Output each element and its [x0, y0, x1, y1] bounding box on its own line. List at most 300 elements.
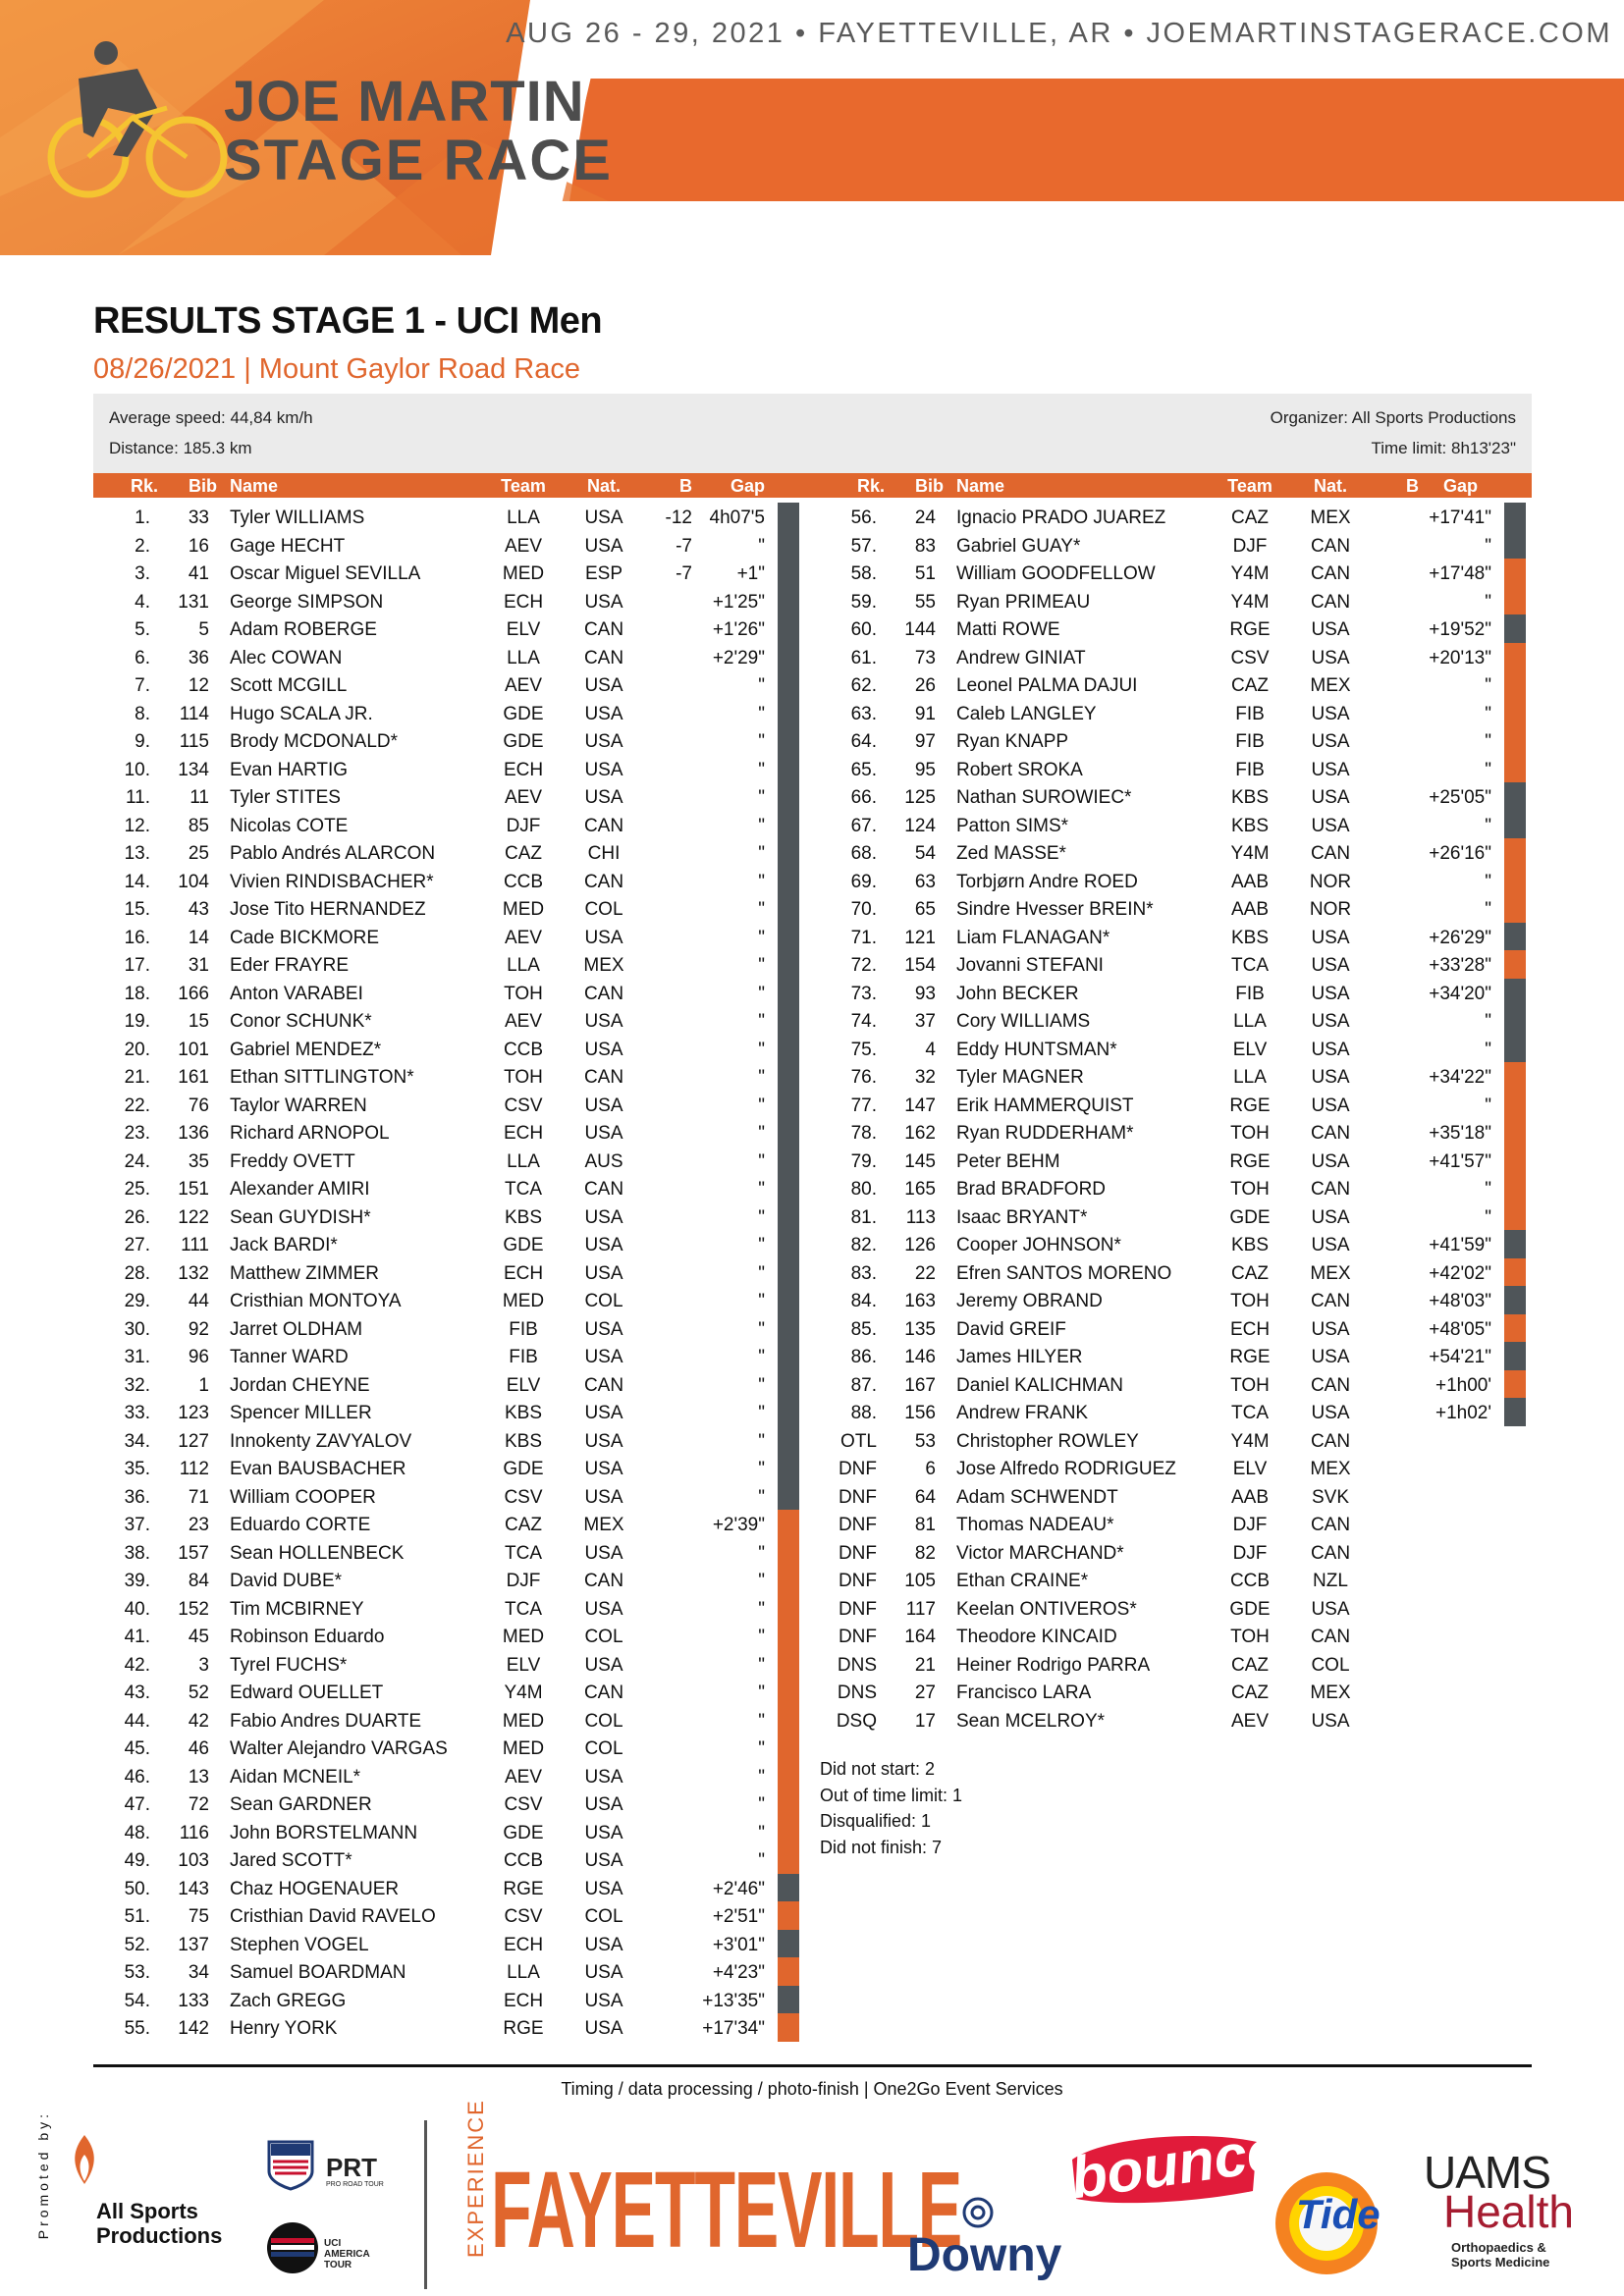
nationality-cell: COL	[584, 1906, 623, 1927]
team-cell: RGE	[1229, 1095, 1271, 1116]
nationality-cell: USA	[584, 591, 623, 613]
rider-name-cell: Tyler WILLIAMS	[230, 507, 365, 528]
gap-cell: "	[758, 1738, 765, 1759]
rider-name-cell: David DUBE*	[230, 1571, 343, 1591]
team-color-marker	[778, 1957, 799, 1986]
gap-cell: +48'03"	[1429, 1291, 1491, 1311]
rider-name-cell: Gage HECHT	[230, 535, 346, 557]
gap-cell: 4h07'5	[709, 507, 765, 528]
nationality-cell: ESP	[584, 563, 623, 584]
bib-cell: 45	[188, 1627, 209, 1647]
rank-cell: DNF	[838, 1542, 877, 1564]
table-row	[820, 1342, 1546, 1370]
bib-cell: 152	[178, 1598, 209, 1620]
rider-name-cell: Francisco LARA	[956, 1682, 1092, 1703]
rank-cell: 87.	[850, 1374, 877, 1396]
team-cell: RGE	[503, 1878, 544, 1899]
bonus-cell: -7	[676, 535, 692, 557]
rider-name-cell: Hugo SCALA JR.	[230, 703, 373, 724]
rank-cell: DNS	[837, 1682, 877, 1703]
rank-cell: 35.	[124, 1459, 150, 1479]
team-cell: CAZ	[1231, 675, 1269, 696]
rider-name-cell: Ethan SITTLINGTON*	[230, 1067, 414, 1088]
nationality-cell: CAN	[583, 1571, 624, 1591]
team-color-marker	[778, 950, 799, 979]
rank-cell: 84.	[850, 1291, 877, 1311]
rider-name-cell: Spencer MILLER	[230, 1403, 372, 1423]
team-color-marker	[778, 1174, 799, 1202]
gap-cell: "	[1485, 675, 1491, 696]
gap-cell: +1'25"	[712, 591, 765, 613]
table-row	[93, 1845, 820, 1874]
gap-cell: "	[758, 871, 765, 892]
gap-cell: "	[758, 1179, 765, 1200]
table-row	[93, 1622, 820, 1650]
col-name-left: Name	[230, 476, 279, 496]
team-color-marker	[1504, 1091, 1526, 1119]
rider-name-cell: Gabriel MENDEZ*	[230, 1039, 382, 1060]
rider-name-cell: Keelan ONTIVEROS*	[956, 1598, 1137, 1620]
rider-name-cell: Cristhian MONTOYA	[230, 1291, 402, 1311]
nationality-cell: CAN	[1310, 1291, 1351, 1311]
team-color-marker	[778, 1342, 799, 1370]
team-cell: GDE	[1229, 1206, 1271, 1228]
nationality-cell: USA	[584, 1934, 623, 1955]
rider-name-cell: Nicolas COTE	[230, 815, 349, 836]
rank-cell: 68.	[850, 843, 877, 864]
bib-cell: 32	[914, 1067, 936, 1088]
rank-cell: 81.	[850, 1206, 877, 1228]
team-cell: CAZ	[505, 1515, 542, 1535]
team-cell: LLA	[507, 955, 540, 976]
col-gap-right: Gap	[1442, 476, 1478, 496]
gap-cell: +34'22"	[1429, 1067, 1491, 1088]
rank-cell: DNF	[838, 1486, 877, 1508]
team-cell: FIB	[1235, 759, 1265, 780]
rider-name-cell: Thomas NADEAU*	[956, 1515, 1114, 1535]
table-row	[820, 1678, 1546, 1706]
bonus-cell: -7	[676, 563, 692, 584]
team-color-marker	[778, 838, 799, 867]
rider-name-cell: Adam ROBERGE	[230, 619, 377, 640]
team-cell: CAZ	[1231, 1262, 1269, 1284]
team-color-marker	[1504, 950, 1526, 979]
nationality-cell: USA	[584, 535, 623, 557]
nationality-cell: USA	[1311, 815, 1350, 836]
team-color-marker	[1504, 1398, 1526, 1426]
rank-cell: 70.	[850, 899, 877, 920]
team-color-marker	[778, 1314, 799, 1343]
table-row	[820, 1454, 1546, 1482]
table-row	[820, 1062, 1546, 1091]
col-bib-right: Bib	[915, 476, 944, 496]
bib-cell: 112	[179, 1459, 209, 1479]
team-cell: AEV	[504, 675, 543, 696]
gap-cell: "	[758, 1039, 765, 1060]
nationality-cell: CAN	[1310, 1430, 1351, 1452]
nationality-cell: USA	[1311, 927, 1350, 948]
table-row	[93, 531, 820, 560]
rider-name-cell: Pablo Andrés ALARCON	[230, 843, 436, 864]
rank-cell: 79.	[850, 1150, 877, 1172]
team-color-marker	[1504, 531, 1526, 560]
rank-cell: 2.	[135, 535, 150, 557]
team-color-marker	[1504, 755, 1526, 783]
table-row	[93, 1342, 820, 1370]
bib-cell: 157	[178, 1542, 209, 1564]
rider-name-cell: Brody MCDONALD*	[230, 731, 399, 752]
rank-cell: 7.	[135, 675, 150, 696]
table-row	[93, 1901, 820, 1930]
rider-name-cell: Jeremy OBRAND	[956, 1291, 1103, 1311]
rider-name-cell: Cooper JOHNSON*	[956, 1235, 1121, 1255]
rank-cell: 61.	[850, 647, 877, 668]
nationality-cell: USA	[1311, 1235, 1350, 1255]
table-row	[820, 1398, 1546, 1426]
table-row	[93, 1398, 820, 1426]
bib-cell: 137	[178, 1934, 209, 1955]
team-cell: ECH	[503, 759, 544, 780]
rank-cell: 82.	[850, 1235, 877, 1255]
rider-name-cell: Ethan CRAINE*	[956, 1571, 1089, 1591]
rank-cell: 53.	[124, 1962, 150, 1983]
rank-cell: 57.	[850, 535, 877, 557]
rider-name-cell: Torbjørn Andre ROED	[956, 871, 1138, 892]
team-cell: DJF	[506, 815, 541, 836]
bib-cell: 75	[188, 1906, 209, 1927]
table-row	[93, 699, 820, 727]
bib-cell: 163	[904, 1291, 936, 1311]
rank-cell: 48.	[124, 1822, 150, 1843]
rank-cell: 15.	[124, 899, 150, 920]
sponsor-prt: PRT	[326, 2153, 377, 2182]
downy-flower-icon	[956, 2195, 1000, 2230]
nationality-cell: USA	[584, 1766, 623, 1788]
table-row	[820, 950, 1546, 979]
rider-name-cell: Tyrel FUCHS*	[230, 1654, 348, 1676]
table-row	[93, 1118, 820, 1147]
gap-cell: +2'29"	[712, 647, 765, 668]
nationality-cell: CAN	[583, 619, 624, 640]
nationality-cell: USA	[584, 1430, 623, 1452]
team-cell: KBS	[1230, 815, 1270, 836]
rank-cell: 64.	[850, 731, 877, 752]
team-cell: KBS	[504, 1430, 543, 1452]
nationality-cell: USA	[584, 787, 623, 808]
rank-cell: 59.	[850, 591, 877, 613]
summary-did-not-start: Did not start: 2	[820, 1759, 936, 1779]
bib-cell: 103	[178, 1850, 209, 1871]
rider-name-cell: Andrew GINIAT	[956, 647, 1086, 668]
bib-cell: 117	[905, 1598, 936, 1620]
bib-cell: 81	[914, 1515, 936, 1535]
team-cell: TCA	[505, 1542, 542, 1564]
nationality-cell: USA	[584, 675, 623, 696]
gap-cell: "	[758, 1430, 765, 1452]
table-row	[820, 1482, 1546, 1511]
gap-cell: "	[758, 1262, 765, 1284]
team-cell: ECH	[503, 1262, 544, 1284]
nationality-cell: USA	[584, 1039, 623, 1060]
bib-cell: 14	[188, 927, 209, 948]
bib-cell: 13	[188, 1766, 209, 1788]
rider-name-cell: Sean HOLLENBECK	[230, 1542, 405, 1564]
rider-name-cell: Jordan CHEYNE	[230, 1374, 370, 1396]
rider-name-cell: John BECKER	[956, 983, 1079, 1004]
team-color-marker	[778, 1091, 799, 1119]
col-bib-left: Bib	[189, 476, 217, 496]
rider-name-cell: Ryan KNAPP	[956, 731, 1069, 752]
bib-cell: 71	[188, 1486, 209, 1508]
rank-cell: 54.	[124, 1990, 150, 2011]
rank-cell: 63.	[850, 703, 877, 724]
bib-cell: 53	[914, 1430, 936, 1452]
gap-cell: +54'21"	[1429, 1347, 1491, 1367]
bib-cell: 84	[188, 1571, 209, 1591]
team-color-marker	[778, 1650, 799, 1679]
bib-cell: 133	[178, 1990, 209, 2011]
bib-cell: 136	[178, 1123, 209, 1144]
table-row	[820, 811, 1546, 839]
rank-cell: 77.	[850, 1095, 877, 1116]
nationality-cell: USA	[584, 1347, 623, 1367]
team-cell: LLA	[507, 507, 540, 528]
nationality-cell: MEX	[1310, 507, 1351, 528]
bib-cell: 26	[914, 675, 936, 696]
bib-cell: 41	[188, 563, 209, 584]
rider-name-cell: Eddy HUNTSMAN*	[956, 1039, 1117, 1060]
rank-cell: 10.	[124, 759, 150, 780]
rider-name-cell: Edward OUELLET	[230, 1682, 384, 1703]
table-row	[820, 1706, 1546, 1735]
table-row	[93, 1286, 820, 1314]
team-cell: KBS	[504, 1403, 543, 1423]
col-team-left: Team	[501, 476, 546, 496]
bib-cell: 17	[914, 1710, 936, 1732]
gap-cell: "	[758, 1235, 765, 1255]
rider-name-cell: Theodore KINCAID	[956, 1627, 1117, 1647]
table-row	[820, 559, 1546, 587]
rider-name-cell: Jarret OLDHAM	[230, 1318, 363, 1340]
team-cell: MED	[502, 1738, 545, 1759]
rider-name-cell: Stephen VOGEL	[230, 1934, 369, 1955]
bib-cell: 125	[904, 787, 936, 808]
team-cell: CCB	[503, 1039, 544, 1060]
gap-cell: "	[758, 1150, 765, 1172]
nationality-cell: CAN	[583, 983, 624, 1004]
bib-cell: 91	[914, 703, 936, 724]
nationality-cell: USA	[1311, 1598, 1350, 1620]
team-cell: CSV	[504, 1794, 543, 1815]
gap-cell: "	[758, 1850, 765, 1871]
rider-name-cell: Zed MASSE*	[956, 843, 1066, 864]
team-cell: CSV	[504, 1486, 543, 1508]
rider-name-cell: Matti ROWE	[956, 619, 1060, 640]
rank-cell: 83.	[850, 1262, 877, 1284]
bib-cell: 95	[914, 759, 936, 780]
table-row	[93, 1230, 820, 1258]
col-b-right: B	[1406, 476, 1419, 496]
rider-name-cell: Taylor WARREN	[230, 1095, 367, 1116]
team-color-marker	[778, 1006, 799, 1035]
nationality-cell: CAN	[583, 647, 624, 668]
table-row	[820, 1286, 1546, 1314]
team-color-marker	[778, 1538, 799, 1567]
table-row	[93, 811, 820, 839]
nationality-cell: USA	[584, 1262, 623, 1284]
nationality-cell: CAN	[1310, 535, 1351, 557]
bib-cell: 22	[914, 1262, 936, 1284]
rider-name-cell: Evan BAUSBACHER	[230, 1459, 406, 1479]
table-row	[820, 1650, 1546, 1679]
bib-cell: 52	[188, 1682, 209, 1703]
nationality-cell: MEX	[583, 1515, 624, 1535]
gap-cell: "	[758, 843, 765, 864]
team-color-marker	[778, 1762, 799, 1790]
rank-cell: 88.	[850, 1403, 877, 1423]
gap-cell: "	[758, 1710, 765, 1732]
bib-cell: 123	[178, 1403, 209, 1423]
rank-cell: 3.	[135, 563, 150, 584]
nationality-cell: USA	[1311, 1011, 1350, 1032]
rank-cell: 33.	[124, 1403, 150, 1423]
bib-cell: 124	[904, 815, 936, 836]
gap-cell: +17'41"	[1429, 507, 1491, 528]
team-cell: MED	[502, 1710, 545, 1732]
team-cell: ECH	[503, 591, 544, 613]
event-tagline: AUG 26 - 29, 2021 • FAYETTEVILLE, AR • JOEMARTINSTAGERACE.COM	[506, 18, 1612, 49]
team-color-marker	[1504, 867, 1526, 895]
torch-icon	[65, 2130, 104, 2199]
team-color-marker	[1504, 1118, 1526, 1147]
team-color-marker	[1504, 699, 1526, 727]
nationality-cell: USA	[1311, 1150, 1350, 1172]
rider-name-cell: Chaz HOGENAUER	[230, 1878, 400, 1899]
rider-name-cell: John BORSTELMANN	[230, 1822, 418, 1843]
gap-cell: +2'39"	[712, 1515, 765, 1535]
team-color-marker	[778, 1147, 799, 1175]
team-color-marker	[778, 614, 799, 643]
table-row	[820, 1510, 1546, 1538]
team-cell: DJF	[506, 1571, 541, 1591]
bib-cell: 142	[178, 2018, 209, 2039]
bib-cell: 101	[178, 1039, 209, 1060]
rank-cell: 26.	[124, 1206, 150, 1228]
bib-cell: 93	[914, 983, 936, 1004]
rider-name-cell: Ignacio PRADO JUAREZ	[956, 507, 1166, 528]
table-row	[820, 1202, 1546, 1231]
rider-name-cell: Robinson Eduardo	[230, 1627, 385, 1647]
team-color-marker	[1504, 1370, 1526, 1399]
team-cell: ELV	[506, 1654, 541, 1676]
col-b-left: B	[679, 476, 692, 496]
team-color-marker	[778, 1258, 799, 1287]
table-row	[93, 1789, 820, 1818]
nationality-cell: USA	[1311, 787, 1350, 808]
rider-name-cell: Victor MARCHAND*	[956, 1542, 1124, 1564]
nationality-cell: USA	[1311, 955, 1350, 976]
team-color-marker	[778, 1986, 799, 2014]
bib-cell: 147	[904, 1095, 936, 1116]
rank-cell: 80.	[850, 1179, 877, 1200]
rider-name-cell: Fabio Andres DUARTE	[230, 1710, 422, 1732]
team-color-marker	[778, 559, 799, 587]
team-color-marker	[1504, 726, 1526, 755]
nationality-cell: MEX	[583, 955, 624, 976]
nationality-cell: NOR	[1309, 899, 1352, 920]
rider-name-cell: Jose Alfredo RODRIGUEZ	[956, 1459, 1176, 1479]
gap-cell: +3'01"	[712, 1934, 765, 1955]
rider-name-cell: Samuel BOARDMAN	[230, 1962, 406, 1983]
team-color-marker	[778, 1818, 799, 1846]
bib-cell: 113	[905, 1206, 936, 1228]
footer-divider	[93, 2064, 1532, 2067]
gap-cell: "	[758, 1206, 765, 1228]
team-cell: CSV	[1230, 647, 1270, 668]
rank-cell: DNF	[838, 1459, 877, 1479]
rank-cell: 67.	[850, 815, 877, 836]
sponsor-tide: Tide	[1296, 2191, 1380, 2237]
average-speed: Average speed: 44,84 km/h	[109, 408, 313, 427]
rank-cell: 65.	[850, 759, 877, 780]
team-cell: TOH	[504, 1067, 543, 1088]
nationality-cell: CAN	[583, 815, 624, 836]
rider-name-cell: Daniel KALICHMAN	[956, 1374, 1123, 1396]
team-color-marker	[778, 1789, 799, 1818]
rank-cell: 9.	[135, 731, 150, 752]
team-color-marker	[778, 1286, 799, 1314]
gap-cell: +33'28"	[1429, 955, 1491, 976]
gap-cell: "	[1485, 1179, 1491, 1200]
table-row	[93, 1650, 820, 1679]
bib-cell: 116	[179, 1822, 209, 1843]
team-color-marker	[1504, 670, 1526, 699]
team-cell: GDE	[503, 1459, 544, 1479]
nationality-cell: USA	[584, 731, 623, 752]
table-row	[93, 1594, 820, 1623]
rider-name-cell: Tyler STITES	[230, 787, 341, 808]
gap-cell: +1'26"	[712, 619, 765, 640]
time-limit: Time limit: 8h13'23"	[1371, 439, 1516, 457]
team-cell: LLA	[507, 647, 540, 668]
nationality-cell: CAN	[1310, 1179, 1351, 1200]
gap-cell: "	[758, 787, 765, 808]
gap-cell: "	[1485, 815, 1491, 836]
gap-cell: "	[758, 1486, 765, 1508]
nationality-cell: MEX	[1310, 1262, 1351, 1284]
rank-cell: 12.	[124, 815, 150, 836]
team-color-marker	[778, 1035, 799, 1063]
nationality-cell: USA	[584, 1850, 623, 1871]
gap-cell: "	[758, 1123, 765, 1144]
rank-cell: 16.	[124, 927, 150, 948]
table-row	[820, 1006, 1546, 1035]
rider-name-cell: Zach GREGG	[230, 1990, 347, 2011]
team-cell: MED	[502, 1291, 545, 1311]
gap-cell: "	[758, 1011, 765, 1032]
team-color-marker	[1504, 1062, 1526, 1091]
bib-cell: 132	[178, 1262, 209, 1284]
gap-cell: "	[758, 1822, 765, 1843]
team-color-marker	[1504, 923, 1526, 951]
rider-name-cell: Jared SCOTT*	[230, 1850, 352, 1871]
rank-cell: DSQ	[836, 1710, 877, 1732]
bib-cell: 111	[181, 1235, 209, 1255]
nationality-cell: USA	[584, 1654, 623, 1676]
sponsor-orthopaedics: Orthopaedics & Sports Medicine	[1451, 2240, 1550, 2269]
sponsor-fayetteville: FAYETTEVILLE	[491, 2150, 962, 2270]
nationality-cell: COL	[584, 1291, 623, 1311]
